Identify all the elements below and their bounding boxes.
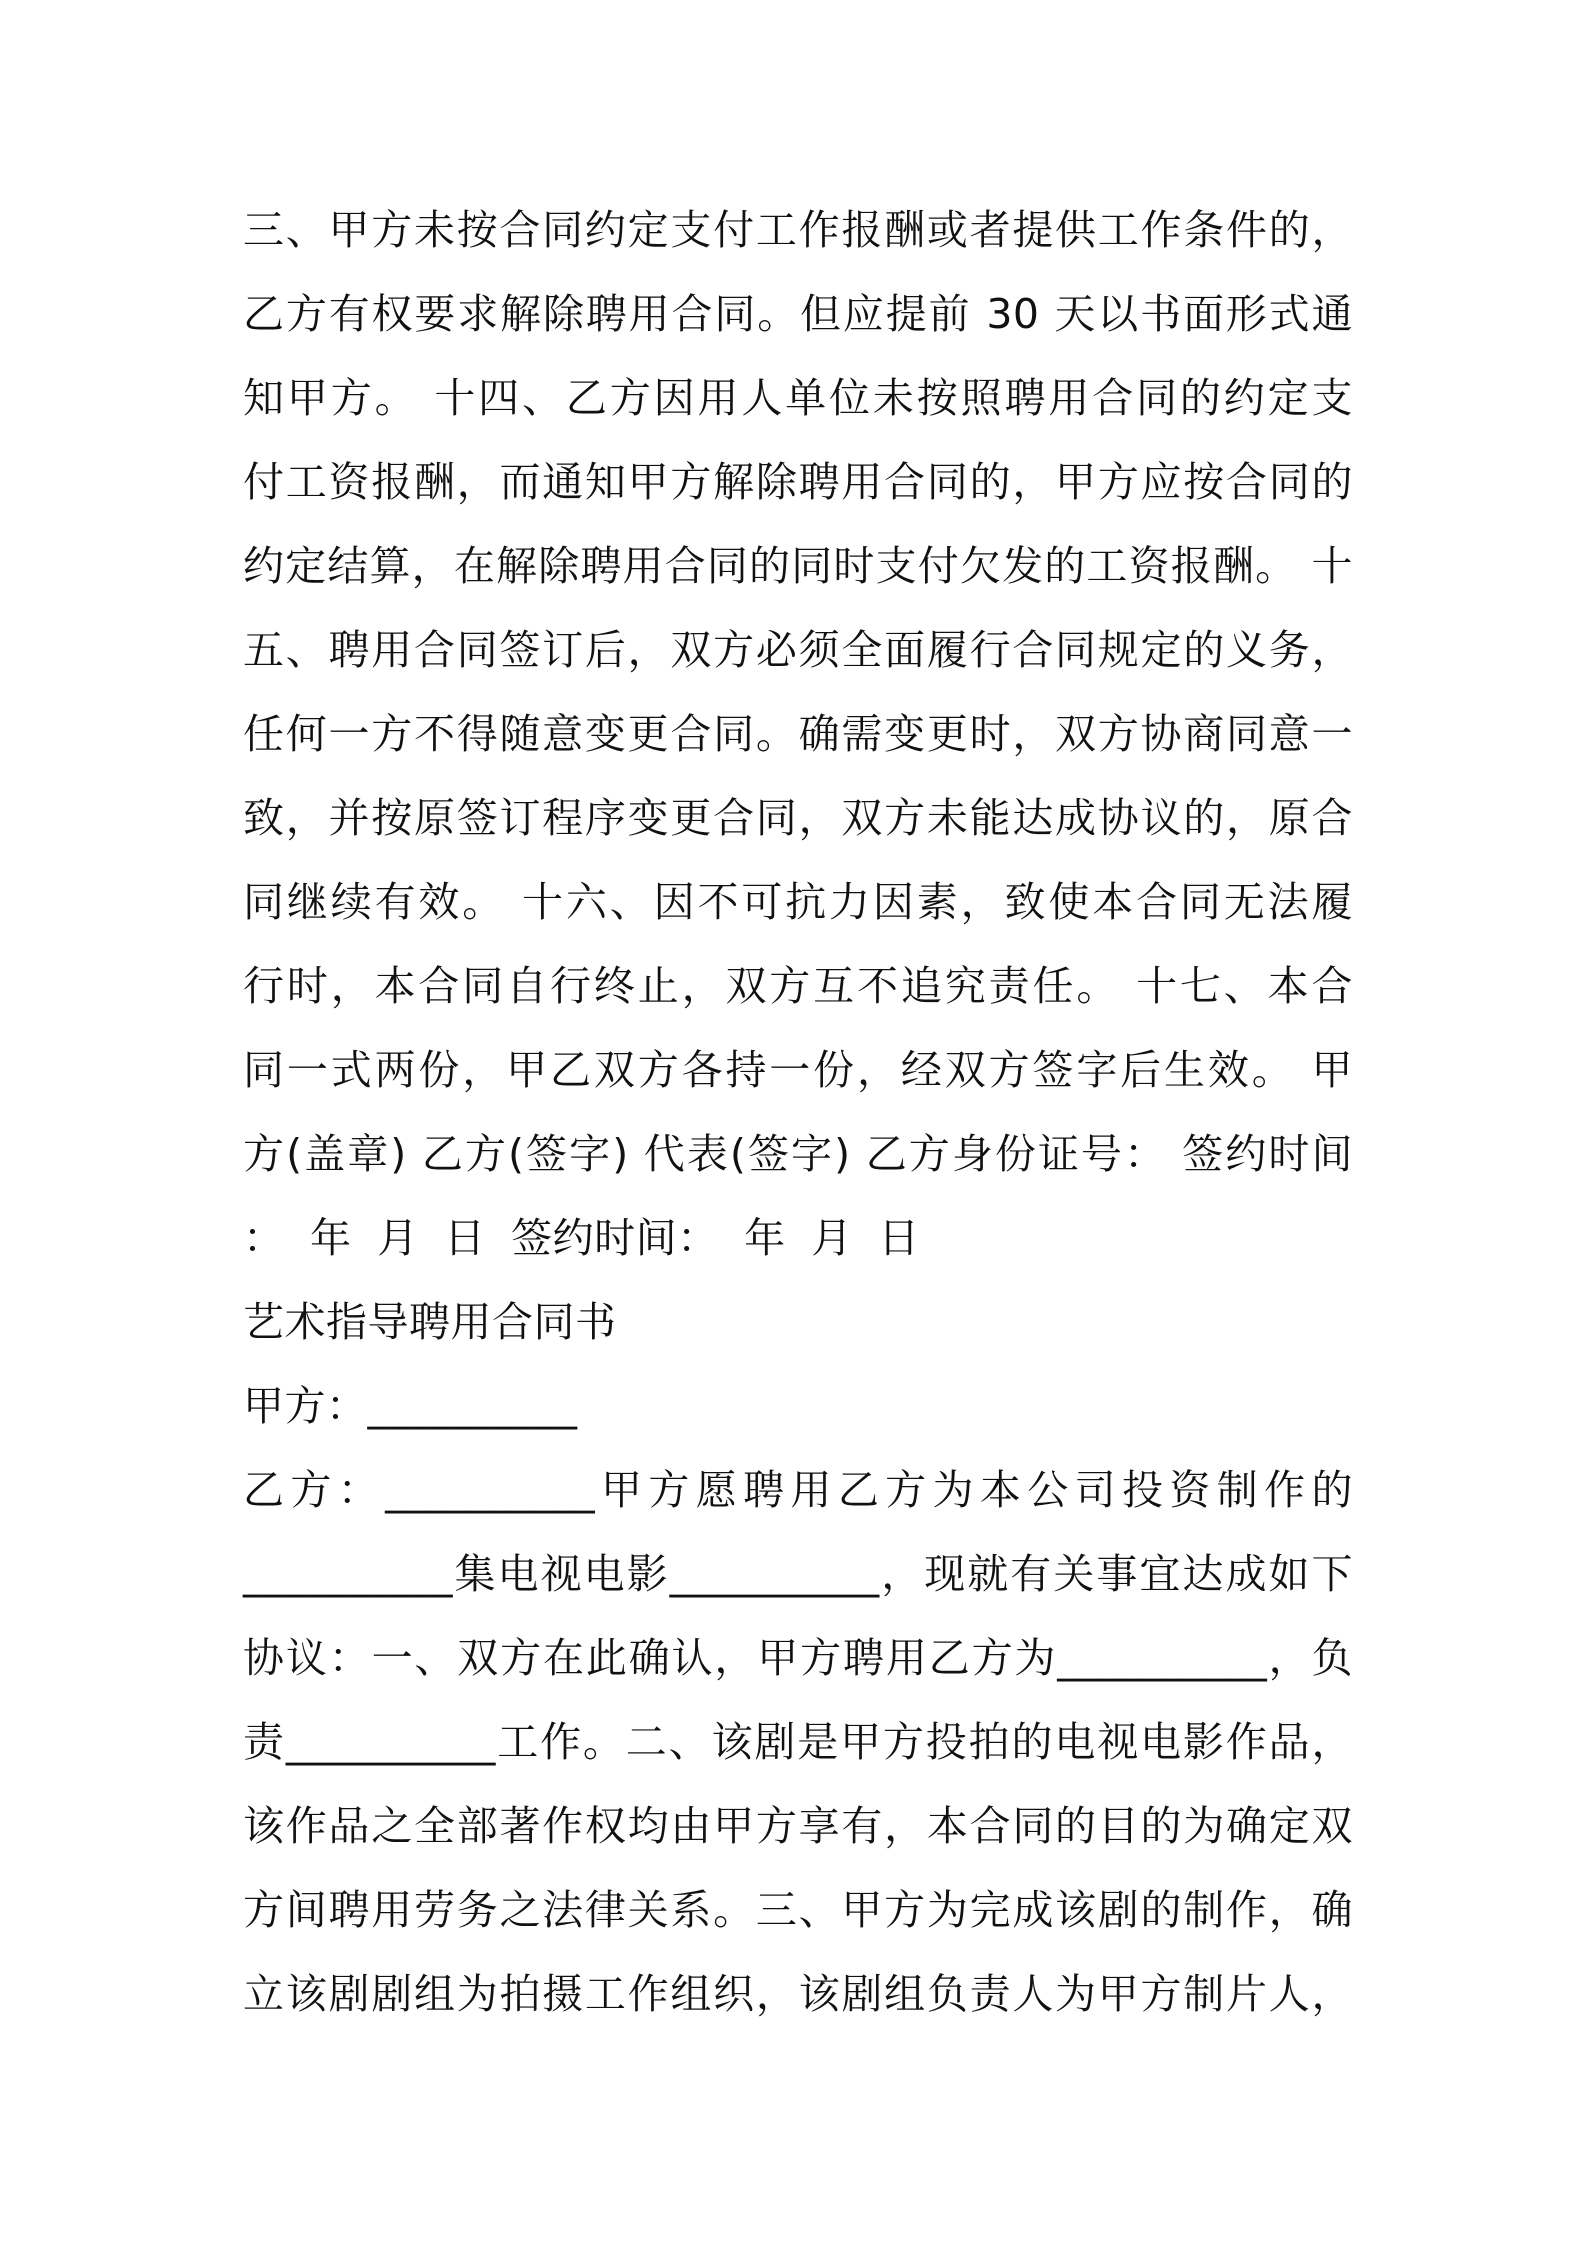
text-line-22: 立该剧剧组为拍摄工作组织，该剧组负责人为甲方制片人， [243, 1970, 1353, 2018]
text-line-7: 任何一方不得随意变更合同。确需变更时，双方协商同意一 [243, 710, 1353, 758]
text-line-6: 五、聘用合同签订后，双方必须全面履行合同规定的义务， [243, 626, 1353, 674]
text-line-2: 乙方有权要求解除聘用合同。但应提前 30 天以书面形式通 [243, 290, 1353, 338]
text-line-4: 付工资报酬，而通知甲方解除聘用合同的，甲方应按合同的 [243, 458, 1353, 506]
text-line-1: 三、甲方未按合同约定支付工作报酬或者提供工作条件的， [243, 206, 1353, 254]
text-line-3: 知甲方。 十四、乙方因用人单位未按照聘用合同的约定支 [243, 374, 1353, 422]
text-line-10: 行时，本合同自行终止，双方互不追究责任。 十七、本合 [243, 962, 1353, 1010]
text-line-9: 同继续有效。 十六、因不可抗力因素，致使本合同无法履 [243, 878, 1353, 926]
text-line-18: 协议：一、双方在此确认，甲方聘用乙方为__________，负 [243, 1634, 1353, 1682]
text-line-19: 责__________工作。二、该剧是甲方投拍的电视电影作品， [243, 1718, 1353, 1766]
party-a-line: 甲方：__________ [243, 1382, 578, 1430]
text-line-12: 方(盖章) 乙方(签字) 代表(签字) 乙方身份证号： 签约时间 [243, 1130, 1353, 1178]
text-line-21: 方间聘用劳务之法律关系。三、甲方为完成该剧的制作，确 [243, 1886, 1353, 1934]
text-line-20: 该作品之全部著作权均由甲方享有，本合同的目的为确定双 [243, 1802, 1353, 1850]
text-line-17: __________集电视电影__________，现就有关事宜达成如下 [243, 1550, 1353, 1598]
text-line-8: 致，并按原签订程序变更合同，双方未能达成协议的，原合 [243, 794, 1353, 842]
text-line-13: ： 年 月 日 签约时间： 年 月 日 [243, 1214, 920, 1262]
text-line-11: 同一式两份，甲乙双方各持一份，经双方签字后生效。 甲 [243, 1046, 1353, 1094]
text-line-5: 约定结算，在解除聘用合同的同时支付欠发的工资报酬。 十 [243, 542, 1353, 590]
document-title: 艺术指导聘用合同书 [243, 1298, 617, 1346]
party-b-line: 乙方：__________甲方愿聘用乙方为本公司投资制作的 [243, 1466, 1353, 1514]
